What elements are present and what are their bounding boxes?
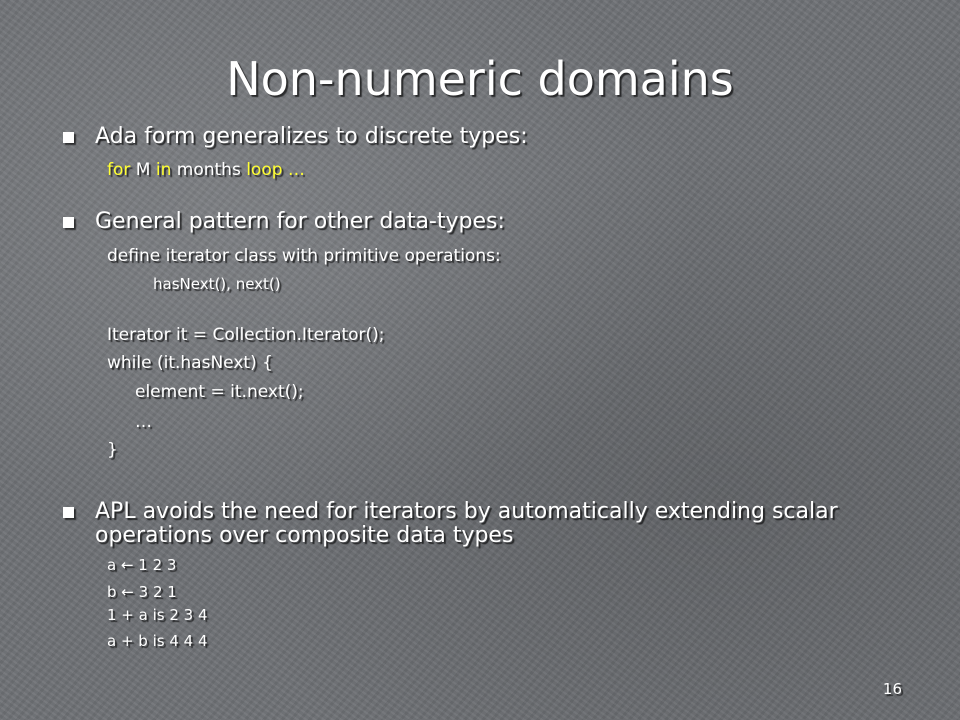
keyword-in: in [155, 160, 172, 180]
code-line: element = it.next(); [135, 382, 304, 402]
code-line: … [135, 412, 152, 432]
code-text: months [171, 160, 247, 180]
code-line: while (it.hasNext) { [107, 353, 273, 373]
code-line: Iterator it = Collection.Iterator(); [107, 325, 385, 345]
code-line: 1 + a is 2 3 4 [107, 606, 208, 624]
code-line: a ← 1 2 3 [107, 556, 177, 574]
keyword-loop: loop [246, 160, 283, 180]
bullet-general-pattern [95, 210, 505, 234]
ada-loop-code [107, 160, 305, 180]
bullet-text: General pattern for other data-types: [95, 209, 505, 234]
slide-title: Non-numeric domains [226, 52, 734, 106]
bullet-text-line-2: operations over composite data types [95, 523, 514, 548]
bullet-text: Ada form generalizes to discrete types: [95, 124, 528, 149]
code-line: hasNext(), next() [153, 275, 281, 293]
code-text: M [130, 160, 156, 180]
code-ellipsis: … [282, 160, 305, 180]
code-line: a + b is 4 4 4 [107, 632, 208, 650]
page-number: 16 [882, 680, 902, 698]
code-line: define iterator class with primitive operations: [107, 246, 501, 266]
keyword-for: for [107, 160, 131, 180]
code-line: b ← 3 2 1 [107, 583, 177, 601]
bullet-text-line-1: APL avoids the need for iterators by automatically extending scalar [95, 499, 838, 524]
bullet-square-icon [63, 132, 74, 143]
bullet-square-icon [63, 507, 74, 518]
bullet-ada [95, 125, 528, 149]
bullet-square-icon [63, 217, 74, 228]
code-line: } [107, 440, 118, 460]
bullet-apl [95, 500, 905, 548]
